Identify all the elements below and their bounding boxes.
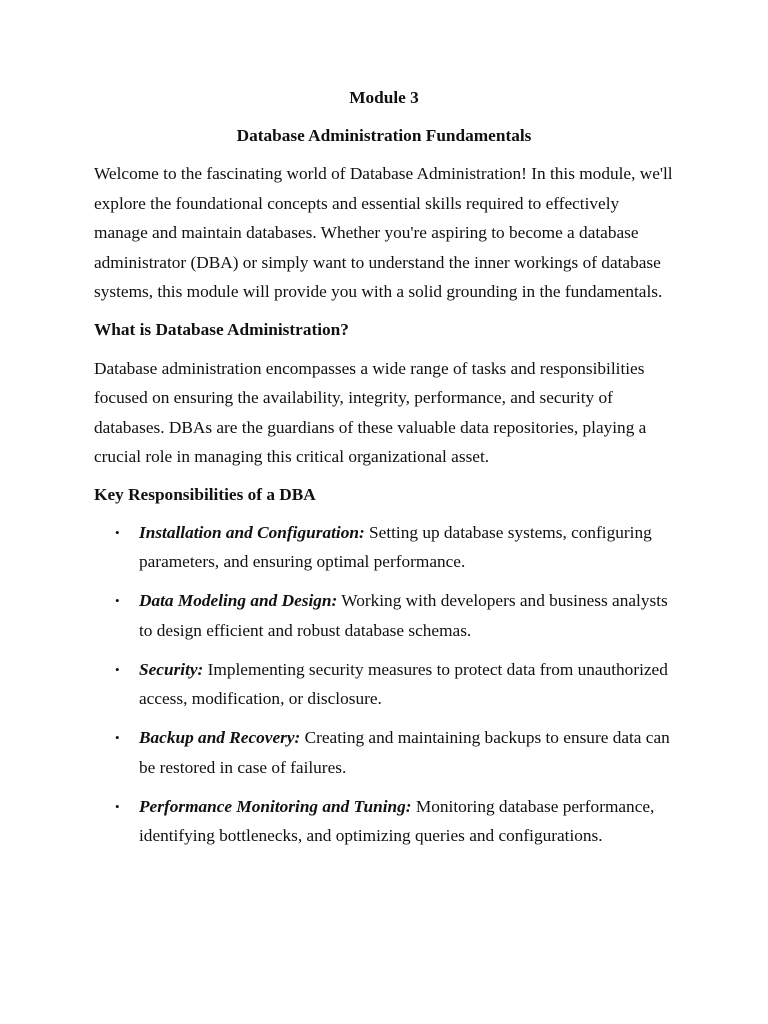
module-label: Module 3	[349, 88, 419, 107]
list-item-text: Creating and maintaining backups to ensure data can be restored in case of failures.	[139, 728, 670, 777]
bullet-icon: •	[115, 798, 120, 814]
list-item-term: Performance Monitoring and Tuning:	[139, 796, 412, 816]
list-item	[94, 792, 674, 851]
list-item-term: Installation and Configuration:	[139, 522, 365, 542]
section-body-what-is-dba: Database administration encompasses a wide range of tasks and responsibilities focused on ensuring the availability, integrity, performance, and security of databases. DBAs are the guardians of these valuable data repositories, playing a crucial role in managing this critical organizational asset.	[94, 358, 647, 466]
section-heading-what-is-dba: What is Database Administration?	[94, 319, 349, 339]
responsibilities-list	[94, 518, 674, 851]
page-title: Database Administration Fundamentals	[236, 126, 532, 145]
list-item-term: Backup and Recovery:	[139, 728, 301, 747]
bullet-icon: •	[115, 593, 120, 608]
list-item	[94, 655, 674, 714]
list-item-term: Security:	[139, 659, 204, 679]
list-item-text: Setting up database systems, configuring parameters, and ensuring optimal performance.	[139, 522, 652, 571]
list-item	[94, 586, 674, 645]
section-heading-responsibilities: Key Responsibilities of a DBA	[94, 484, 316, 504]
list-item-term: Data Modeling and Design:	[139, 591, 338, 610]
list-item-text: Implementing security measures to protect data from unauthorized access, modification, or disclosure.	[139, 659, 668, 708]
list-item	[94, 723, 674, 782]
list-item-text: Monitoring database performance, identifying bottlenecks, and optimizing queries and configurations.	[139, 796, 655, 845]
bullet-icon: •	[115, 730, 120, 745]
list-item-text: Working with developers and business analysts to design efficient and robust database schemas.	[139, 591, 668, 640]
bullet-icon: •	[115, 661, 120, 677]
intro-paragraph: Welcome to the fascinating world of Database Administration! In this module, we'll explore the foundational concepts and essential skills required to effectively manage and maintain databases. Whether you're aspiring to become a database administrator (DBA) or simply want to understand the inner workings of database systems, this module will provide you with a solid grounding in the fundamentals.	[94, 164, 673, 301]
bullet-icon: •	[115, 524, 120, 540]
list-item	[94, 518, 674, 577]
